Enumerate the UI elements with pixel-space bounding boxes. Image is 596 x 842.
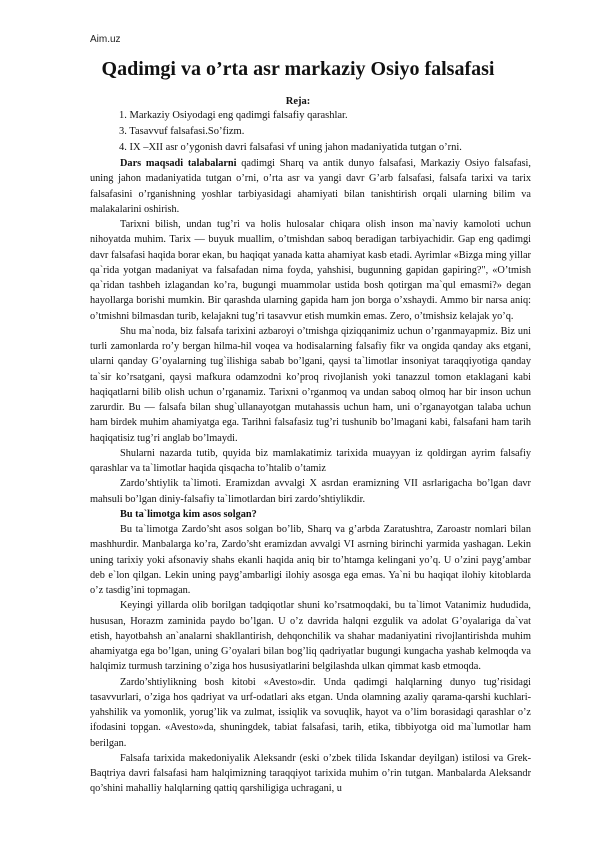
paragraph: Keyingi yillarda olib borilgan tadqiqotlar shuni ko’rsatmoqdaki, bu ta`limot Vatanimiz hududida, hususan, Horazm zaminida paydo bo’lgan. U o’z davrida halqni ezgulik va adolat G’oyalariga da`vat etish, hayotbahsh an`analarni shakllantirish, dehqonchilik va shahar madaniyatini rivojlantirishda muhim ahamiyatga ega bo’lgan, uning G’oyalari bilan bog’liq qadriyatlar bugungi kungacha yashab kelmoqda va halqimiz turmush tarzining o’ziga hos hususiyatlarini belgilashda ulkan qimmat kasb etmoqda.: [90, 600, 531, 673]
document-body: [90, 156, 531, 797]
paragraph: Zardo’shtiylikning bosh kitobi «Avesto»dir. Unda qadimgi halqlarning dunyo tug’risidagi tasavvurlari, o’ziga hos qadriyat va urf-odatlari aks etgan. Unda olamning azaliy qarama-qarshi kuchlari- yahshilik va yomonlik, yorug’lik va zulmat, issiqlik va sovuqlik, hayot va o’lim borasidagi qarashlar o’z ifodasini topgan. «Avesto»da, shuningdek, tabiat falsafasi, tarih, etika, tibbiyotga oid ma`lumotlar ham berilgan.: [90, 676, 531, 749]
plan-heading: Reja:: [285, 96, 311, 107]
goal-text: qadimgi Sharq va antik dunyo falsafasi, Markaziy Osiyo falsafasi, uning jahon madaniyatida tutgan o’rni, o’rta asr va yangi davr G’arb falsafasi, falsafa tarixi va tarix falsafasini o’rganishning yoshlar tarbiyasidagi ahamiyati bilan tanishtirish orqali ularning bilim va malakalarini oshirish.: [90, 158, 531, 215]
subheading: Bu ta`limotga kim asos solgan?: [120, 508, 257, 520]
paragraph: Tarixni bilish, undan tug’ri va holis hulosalar chiqara olish inson ma`naviy kamoloti uchun nihoyatda muhim. Tarix — buyuk muallim, o’tmishdan saboq beradigan tarbiyachidir. Gap eng qadimgi davr falsafasi haqida borar ekan, bu haqiqat yanada katta ahamiyat kasb etadi. Ayrimlar «Bizga ming yillar qa`rida yotgan madaniyat va falsafadan nima foyda, yahshisi, bugunning gapidan gapiring?", «O’tmish qa`ridan tashbeh izlagandan ko’ra, bugungi muammolar ustida bosh qotirgan ma`qul emasmi?» degan hayollarga borishi mumkin. Bir qarashda ularning gapida ham jon borga o’xshaydi. Ammo bir narsa aniq: o’tmishni bilmasdan turib, kelajakni tug’ri tasavvur etish mumkin emas. Zero, o’tmishsiz kelajak yo’q.: [90, 219, 531, 322]
document-title: Qadimgi va o’rta asr markaziy Osiyo falsafasi: [101, 58, 495, 80]
plan-item: 4. IX –XII asr o’ygonish davri falsafasi vf uning jahon madaniyatida tutgan o’rni.: [119, 142, 462, 153]
goal-label: Dars maqsadi talabalarni: [120, 158, 237, 169]
paragraph: Falsafa tarixida makedoniyalik Aleksandr (eski o’zbek tilida Iskandar deyilgan) istilosi va Grek-Baqtriya davri falsafasi ham halqimizning taraqqiyot tarixida muhim o’rin tutgan. Manbalarda Aleksandr qo’shini mahalliy halqlarning qattiq qarshiligiga uchragani, u: [90, 752, 531, 795]
paragraph: Bu ta`limotga Zardo’sht asos solgan bo’lib, Sharq va g’arbda Zaratushtra, Zaroastr nomlari bilan mashhurdir. Manbalarga ko’ra, Zardo’sht eramizdan avvalgi VI asrning birinchi yarmida yashagan. Lekin uning tarixiy yoki afsonaviy shahs ekanli haqida aniq bir to’htamga kelingani yo’q. U o’zini payg’ambar deb e`lon qilgan. Lekin uning payg’ambarligi ilohiy asosga ega emas. Ya`ni bu haqiqat ilohiy kitoblarda o’z tasdig’ini topmagan.: [90, 524, 531, 596]
plan-item: 1. Markaziy Osiyodagi eng qadimgi falsafiy qarashlar.: [119, 110, 348, 121]
paragraph: Shu ma`noda, biz falsafa tarixini azbaroyi o’tmishga qiziqqanimiz uchun o’rganmayapmiz. Biz uni turli zamonlarda ro’y bergan hilma-hil voqea va hodisalarning falsafiy fikr va ongida qanday aks etgani, ularni qanday G’oyalarning tug`ilishiga sabab bo’lgani, qaysi ta`limotlar insoniyat taraqqiyotiga qanday ta`sir ko’rsatgani, qaysi mafkura odamzodni ko’proq rivojlanish yoki tanazzul tomon etaklagani kabi haqiqatlarni bilib olish uchun o’rganamiz. Tarixni o’rganmoq va undan saboq olmoq har bir inson uchun zarurdir. Bu — falsafa bilan shug`ullanayotgan mutahassis uchun ham, uni o’rganayotgan talaba uchun ham birdek muhim ahamiyatga ega. Tarihni falsafasiz tug’ri tushunib bo’lmagani kabi, falsafani ham tarih haqiqatisiz tug’ri anglab bo’lmaydi.: [90, 325, 531, 444]
site-name: Aim.uz: [90, 34, 121, 45]
paragraph: Shularni nazarda tutib, quyida biz mamlakatimiz tarixida muayyan iz qoldirgan ayrim falsafiy qarashlar va ta`limotlar haqida qisqacha to’htalib o’tamiz: [90, 447, 531, 474]
paragraph: Zardo’shtiylik ta`limoti. Eramizdan avvalgi X asrdan eramizning VII asrlarigacha bo’lgan davr mahsuli bo’lgan diniy-falsafiy ta`limotlardan biri zardo’shtiylikdir.: [90, 478, 531, 505]
plan-item: 3. Tasavvuf falsafasi.So’fizm.: [119, 126, 245, 137]
plan-list: [119, 108, 462, 156]
paragraph-goal: [90, 156, 531, 217]
